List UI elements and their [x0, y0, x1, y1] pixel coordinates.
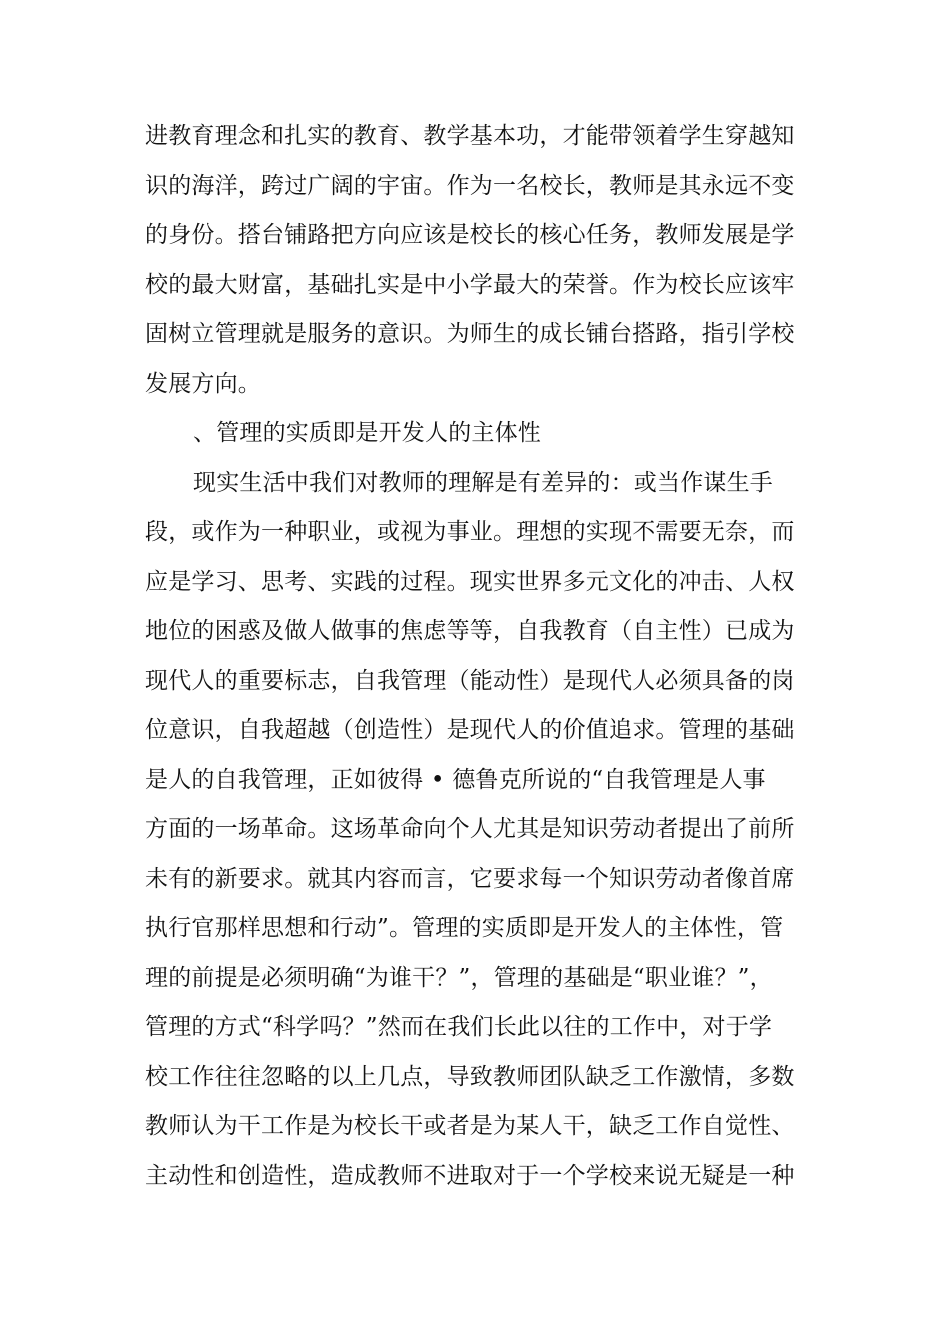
text-line: 主动性和创造性，造成教师不进取对于一个学校来说无疑是一种: [145, 1162, 795, 1189]
text-line: 进教育理念和扎实的教育、教学基本功，才能带领着学生穿越知: [145, 123, 795, 149]
text-line: 执行官那样思想和行动”。管理的实质即是开发人的主体性，管: [145, 915, 784, 941]
text-line: 段，或作为一种职业，或视为事业。理想的实现不需要无奈，而: [145, 519, 795, 545]
text-line: 教师认为干工作是为校长干或者是为某人干，缺乏工作自觉性、: [145, 1113, 795, 1139]
text-line: 理的前提是必须明确“为谁干？”，管理的基础是“职业谁？”，: [145, 964, 773, 991]
text-line: 位意识，自我超越（创造性）是现代人的价值追求。管理的基础: [145, 717, 795, 743]
text-line: 管理的方式“科学吗？”然而在我们长此以往的工作中，对于学: [145, 1014, 773, 1040]
paragraph-first-line: 现实生活中我们对教师的理解是有差异的：或当作谋生手: [193, 469, 773, 496]
text-line: 方面的一场革命。这场革命向个人尤其是知识劳动者提出了前所: [145, 816, 795, 842]
text-line: 发展方向。: [145, 370, 261, 397]
text-line: 应是学习、思考、实践的过程。现实世界多元文化的冲击、人权: [145, 568, 795, 595]
section-heading: 、管理的实质即是开发人的主体性: [193, 420, 541, 446]
text-line: 未有的新要求。就其内容而言，它要求每一个知识劳动者像首席: [145, 865, 795, 892]
text-line: 地位的困惑及做人做事的焦虑等等，自我教育（自主性）已成为: [145, 618, 795, 644]
text-line: 校的最大财富，基础扎实是中小学最大的荣誉。作为校长应该牢: [145, 271, 795, 298]
document-page: [145, 112, 805, 1201]
text-line: 的身份。搭台铺路把方向应该是校长的核心任务，教师发展是学: [145, 222, 795, 248]
text-line: 识的海洋，跨过广阔的宇宙。作为一名校长，教师是其永远不变: [145, 172, 795, 199]
text-line: 校工作往往忽略的以上几点，导致教师团队缺乏工作激情，多数: [145, 1063, 795, 1090]
text-line: 固树立管理就是服务的意识。为师生的成长铺台搭路，指引学校: [145, 321, 795, 347]
text-line: 现代人的重要标志，自我管理（能动性）是现代人必须具备的岗: [145, 667, 795, 694]
text-line: 是人的自我管理，正如彼得 • 德鲁克所说的“自我管理是人事: [145, 766, 766, 793]
